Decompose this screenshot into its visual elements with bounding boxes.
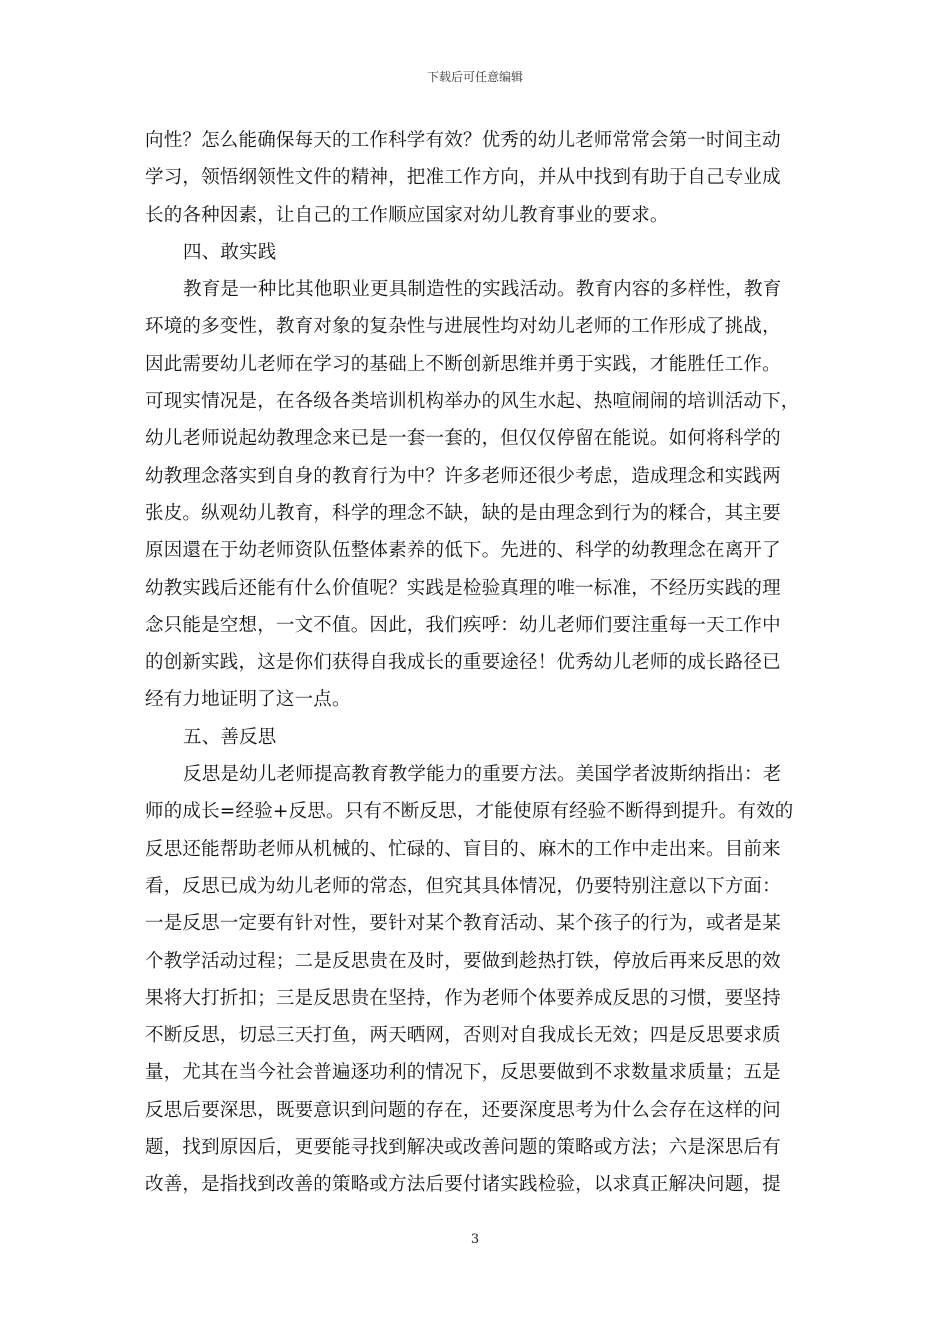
text-line: 环境的多变性，教育对象的复杂性与进展性均对幼儿老师的工作形成了挑战， (145, 316, 781, 338)
text-line: 张皮。纵观幼儿教育，科学的理念不缺，缺的是由理念到行为的糅合，其主要 (145, 502, 781, 524)
text-line: 五、善反思 (183, 726, 277, 748)
text-line: 师的成长=经验+反思。只有不断反思，才能使原有经验不断得到提升。有效的 (145, 801, 794, 823)
text-line: 量，尤其在当今社会普遍逐功利的情况下，反思要做到不求数量求质量；五是 (145, 1062, 781, 1084)
text-line: 看，反思已成为幼儿老师的常态，但究其具体情况，仍要特别注意以下方面： (145, 875, 781, 897)
text-line: 向性？怎么能确保每天的工作科学有效？优秀的幼儿老师常常会第一时间主动 (145, 130, 781, 151)
text-line: 反思是幼儿老师提高教育教学能力的重要方法。美国学者波斯纳指出：老 (183, 764, 782, 786)
text-line: 个教学活动过程；二是反思贵在及时，要做到趁热打铁，停放后再来反思的效 (145, 950, 781, 972)
text-line: 念只能是空想，一文不值。因此，我们疾呼：幼儿老师们要注重每一天工作中 (145, 614, 781, 636)
text-line: 反思还能帮助老师从机械的、忙碌的、盲目的、麻木的工作中走出来。目前来 (145, 838, 781, 860)
text-line: 学习，领悟纲领性文件的精神，把准工作方向，并从中找到有助于自己专业成 (145, 167, 781, 189)
text-line: 幼教实践后还能有什么价值呢？实践是检验真理的唯一标准，不经历实践的理 (145, 577, 781, 599)
document-body (145, 122, 813, 1204)
text-line: 幼教理念落实到自身的教育行为中？许多老师还很少考虑，造成理念和实践两 (145, 465, 781, 487)
text-line: 一是反思一定要有针对性，要针对某个教育活动、某个孩子的行为，或者是某 (145, 913, 781, 935)
text-line: 可现实情况是，在各级各类培训机构举办的风生水起、热喧闹闹的培训活动下， (145, 391, 800, 413)
text-line: 教育是一种比其他职业更具制造性的实践活动。教育内容的多样性，教育 (183, 279, 782, 301)
page-header: 下载后可任意编辑 (426, 70, 523, 84)
text-line: 因此需要幼儿老师在学习的基础上不断创新思维并勇于实践，才能胜任工作。 (145, 353, 781, 375)
text-line: 四、敢实践 (183, 241, 277, 263)
text-line: 的创新实践，这是你们获得自我成长的重要途径！优秀幼儿老师的成长路径已 (145, 652, 781, 674)
text-line: 经有力地证明了这一点。 (145, 689, 351, 711)
text-line: 不断反思，切忌三天打鱼，两天晒网，否则对自我成长无效；四是反思要求质 (145, 1025, 781, 1047)
page-number: 3 (470, 1232, 480, 1247)
text-line: 反思后要深思，既要意识到问题的存在，还要深度思考为什么会存在这样的问 (145, 1099, 781, 1121)
text-line: 果将大打折扣；三是反思贵在坚持，作为老师个体要养成反思的习惯，要坚持 (145, 987, 781, 1009)
text-line: 长的各种因素，让自己的工作顺应国家对幼儿教育事业的要求。 (145, 204, 669, 226)
text-line: 原因還在于幼老师资队伍整体素养的低下。先进的、科学的幼教理念在离开了 (145, 540, 781, 562)
text-line: 幼儿老师说起幼教理念来已是一套一套的，但仅仅停留在能说。如何将科学的 (145, 428, 781, 450)
text-line: 改善，是指找到改善的策略或方法后要付诸实践检验，以求真正解决问题，提 (145, 1174, 781, 1196)
text-line: 题，找到原因后，更要能寻找到解决或改善问题的策略或方法；六是深思后有 (145, 1137, 781, 1159)
